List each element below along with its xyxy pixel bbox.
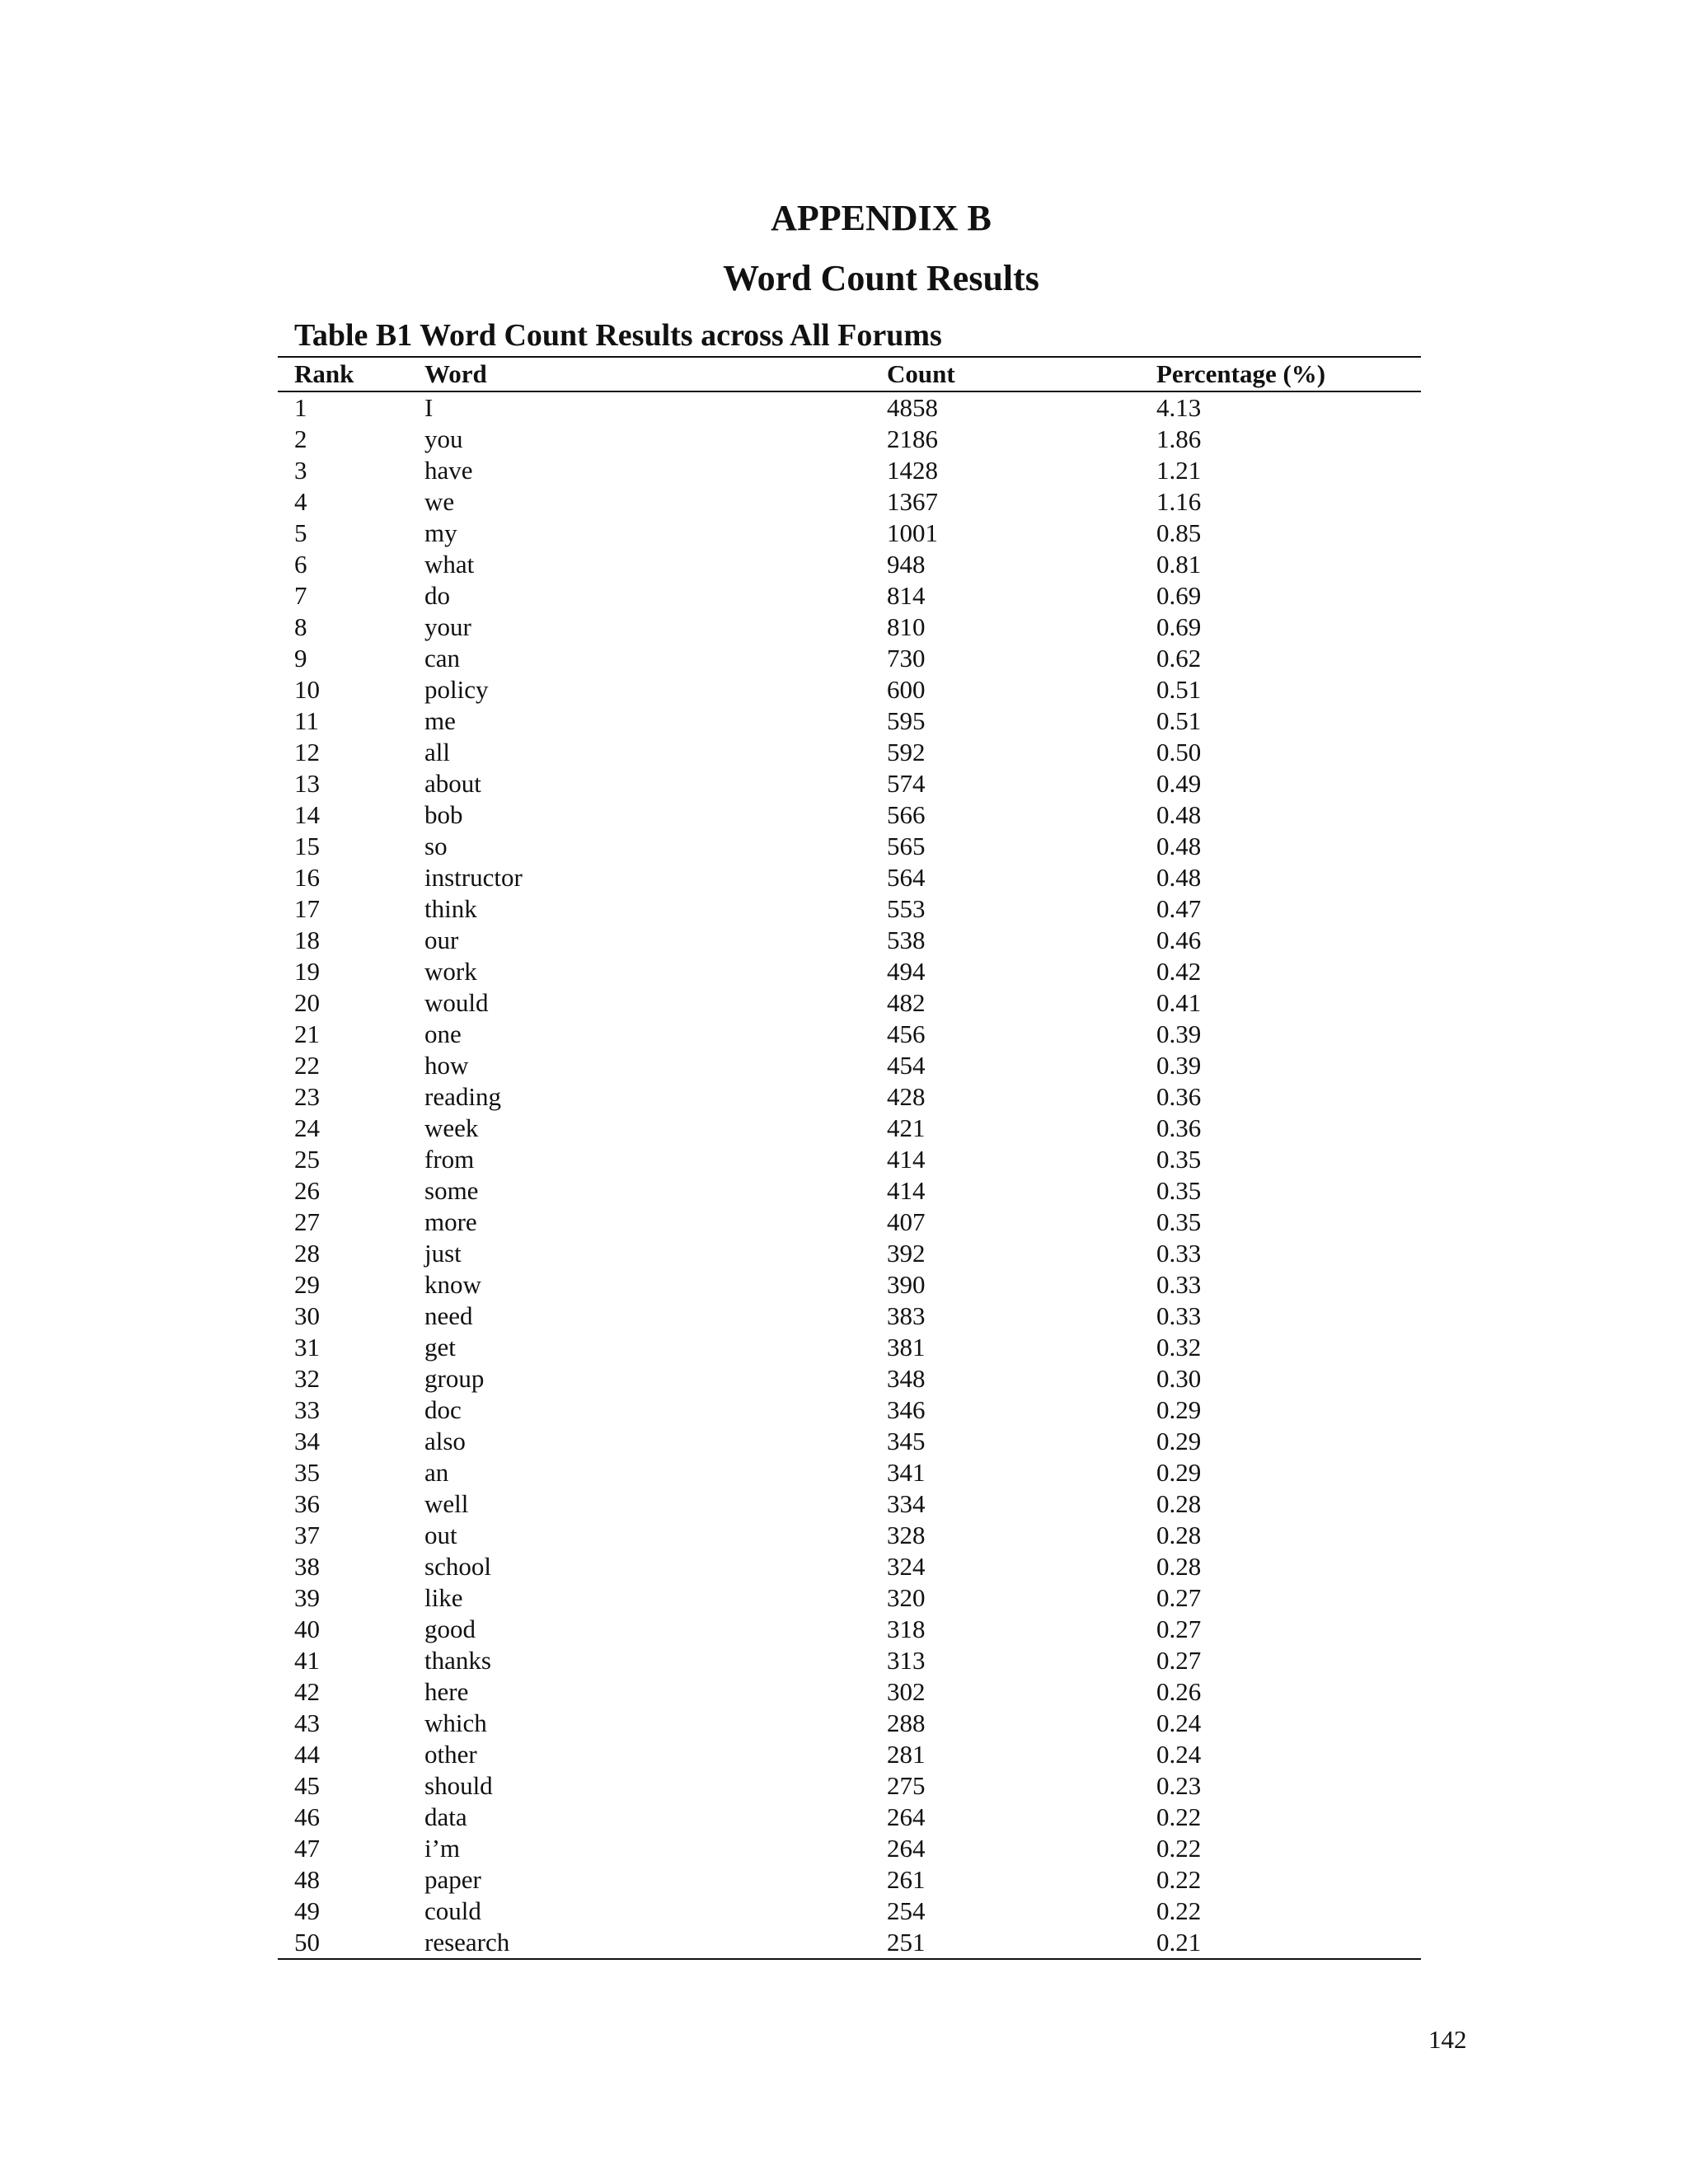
page-number: 142 [1428, 2025, 1467, 2054]
cell-percentage: 0.28 [1156, 1552, 1202, 1581]
cell-count: 320 [887, 1583, 926, 1612]
cell-rank: 28 [294, 1239, 320, 1268]
cell-percentage: 0.35 [1156, 1207, 1202, 1236]
cell-word: an [424, 1458, 449, 1487]
table-row [278, 455, 1421, 486]
cell-rank: 8 [294, 612, 307, 641]
cell-count: 345 [887, 1427, 926, 1455]
table-row [278, 1457, 1421, 1488]
table-row [278, 956, 1421, 987]
cell-rank: 16 [294, 863, 320, 892]
cell-word: can [424, 644, 461, 673]
cell-word: i’m [424, 1834, 461, 1863]
cell-rank: 26 [294, 1176, 320, 1205]
table-row [278, 1113, 1421, 1144]
cell-word: about [424, 769, 481, 798]
table-row [278, 1394, 1421, 1426]
table-row [278, 1896, 1421, 1927]
table-body [278, 391, 1421, 1959]
cell-rank: 5 [294, 518, 307, 547]
header-count: Count [887, 359, 955, 388]
cell-word: also [424, 1427, 466, 1455]
table-row [278, 1833, 1421, 1864]
cell-percentage: 4.13 [1156, 393, 1202, 422]
cell-rank: 17 [294, 894, 320, 923]
table-row [278, 1739, 1421, 1770]
table-row [278, 1770, 1421, 1802]
cell-rank: 44 [294, 1740, 320, 1769]
cell-word: need [424, 1301, 473, 1330]
cell-word: what [424, 550, 475, 579]
cell-percentage: 0.48 [1156, 863, 1202, 892]
cell-percentage: 0.41 [1156, 988, 1202, 1017]
cell-word: know [424, 1270, 481, 1299]
table-row [278, 925, 1421, 956]
cell-percentage: 0.33 [1156, 1301, 1202, 1330]
cell-count: 592 [887, 738, 926, 766]
table-row [278, 612, 1421, 643]
cell-count: 392 [887, 1239, 926, 1268]
cell-percentage: 0.29 [1156, 1427, 1202, 1455]
cell-rank: 50 [294, 1928, 320, 1957]
table-row [278, 391, 1421, 424]
cell-count: 553 [887, 894, 926, 923]
cell-percentage: 0.48 [1156, 800, 1202, 829]
cell-percentage: 0.46 [1156, 926, 1202, 954]
cell-word: would [424, 988, 489, 1017]
cell-count: 407 [887, 1207, 926, 1236]
cell-word: like [424, 1583, 463, 1612]
cell-percentage: 0.39 [1156, 1019, 1202, 1048]
table-row [278, 1207, 1421, 1238]
cell-percentage: 0.42 [1156, 957, 1202, 986]
header-rank: Rank [294, 359, 354, 388]
cell-percentage: 0.69 [1156, 612, 1202, 641]
cell-rank: 47 [294, 1834, 320, 1863]
cell-count: 810 [887, 612, 926, 641]
table-row [278, 1488, 1421, 1520]
cell-word: work [424, 957, 477, 986]
cell-word: more [424, 1207, 477, 1236]
cell-word: reading [424, 1082, 501, 1111]
cell-rank: 1 [294, 393, 307, 422]
cell-rank: 23 [294, 1082, 320, 1111]
cell-rank: 19 [294, 957, 320, 986]
cell-word: thanks [424, 1646, 491, 1675]
cell-count: 334 [887, 1489, 926, 1518]
cell-count: 564 [887, 863, 926, 892]
cell-count: 454 [887, 1051, 926, 1080]
table-row [278, 768, 1421, 799]
header-word: Word [424, 359, 487, 388]
cell-percentage: 0.27 [1156, 1646, 1202, 1675]
cell-word: here [424, 1677, 469, 1706]
cell-word: so [424, 832, 448, 860]
cell-word: data [424, 1802, 467, 1831]
cell-percentage: 0.33 [1156, 1270, 1202, 1299]
cell-count: 264 [887, 1834, 926, 1863]
appendix-title: APPENDIX B [771, 198, 992, 238]
cell-word: think [424, 894, 477, 923]
table-row [278, 1551, 1421, 1582]
cell-count: 600 [887, 675, 926, 704]
cell-rank: 30 [294, 1301, 320, 1330]
cell-word: well [424, 1489, 469, 1518]
table-row [278, 1081, 1421, 1113]
cell-count: 1428 [887, 456, 938, 485]
cell-word: out [424, 1521, 457, 1549]
cell-word: school [424, 1552, 491, 1581]
table-row [278, 799, 1421, 831]
cell-word: other [424, 1740, 477, 1769]
cell-word: just [424, 1239, 462, 1268]
cell-word: which [424, 1708, 487, 1737]
table-row [278, 643, 1421, 674]
cell-word: doc [424, 1395, 462, 1424]
table-row [278, 1238, 1421, 1269]
table-row [278, 1363, 1421, 1394]
cell-percentage: 0.24 [1156, 1708, 1202, 1737]
cell-rank: 45 [294, 1771, 320, 1800]
table-header-row [278, 357, 1421, 391]
table-row [278, 862, 1421, 893]
cell-word: I [424, 393, 434, 422]
cell-rank: 49 [294, 1896, 320, 1925]
cell-count: 381 [887, 1333, 926, 1361]
table-row [278, 1802, 1421, 1833]
table-row [278, 1582, 1421, 1614]
cell-rank: 6 [294, 550, 307, 579]
cell-rank: 31 [294, 1333, 320, 1361]
cell-count: 2186 [887, 424, 938, 453]
cell-count: 414 [887, 1145, 926, 1174]
cell-percentage: 0.33 [1156, 1239, 1202, 1268]
cell-percentage: 0.50 [1156, 738, 1202, 766]
cell-count: 538 [887, 926, 926, 954]
cell-count: 264 [887, 1802, 926, 1831]
cell-rank: 15 [294, 832, 320, 860]
cell-word: some [424, 1176, 479, 1205]
cell-count: 482 [887, 988, 926, 1017]
cell-count: 1367 [887, 487, 938, 516]
cell-percentage: 0.26 [1156, 1677, 1202, 1706]
cell-count: 390 [887, 1270, 926, 1299]
cell-count: 302 [887, 1677, 926, 1706]
cell-percentage: 0.51 [1156, 706, 1202, 735]
cell-word: you [424, 424, 463, 453]
cell-word: all [424, 738, 450, 766]
cell-count: 814 [887, 581, 926, 610]
cell-percentage: 0.29 [1156, 1395, 1202, 1424]
cell-percentage: 0.32 [1156, 1333, 1202, 1361]
table-row [278, 1301, 1421, 1332]
cell-rank: 7 [294, 581, 307, 610]
cell-percentage: 0.49 [1156, 769, 1202, 798]
cell-rank: 39 [294, 1583, 320, 1612]
cell-rank: 13 [294, 769, 320, 798]
table-row [278, 987, 1421, 1019]
cell-word: paper [424, 1865, 481, 1894]
cell-percentage: 0.21 [1156, 1928, 1202, 1957]
table-caption: Table B1 Word Count Results across All Forums [294, 318, 942, 353]
cell-percentage: 0.35 [1156, 1145, 1202, 1174]
table-row [278, 705, 1421, 737]
cell-word: have [424, 456, 473, 485]
cell-word: get [424, 1333, 456, 1361]
cell-word: should [424, 1771, 493, 1800]
cell-rank: 9 [294, 644, 307, 673]
cell-count: 421 [887, 1113, 926, 1142]
cell-rank: 36 [294, 1489, 320, 1518]
header-percentage: Percentage (%) [1156, 359, 1326, 388]
cell-count: 4858 [887, 393, 938, 422]
table-row [278, 1614, 1421, 1645]
table-row [278, 580, 1421, 612]
cell-percentage: 0.48 [1156, 832, 1202, 860]
cell-percentage: 0.39 [1156, 1051, 1202, 1080]
table-row [278, 549, 1421, 580]
cell-count: 328 [887, 1521, 926, 1549]
table-row [278, 1019, 1421, 1050]
cell-rank: 25 [294, 1145, 320, 1174]
cell-count: 346 [887, 1395, 926, 1424]
cell-count: 261 [887, 1865, 926, 1894]
cell-count: 428 [887, 1082, 926, 1111]
cell-percentage: 0.22 [1156, 1896, 1202, 1925]
table-row [278, 424, 1421, 455]
cell-rank: 3 [294, 456, 307, 485]
cell-word: could [424, 1896, 481, 1925]
cell-count: 494 [887, 957, 926, 986]
cell-word: bob [424, 800, 463, 829]
cell-rank: 38 [294, 1552, 320, 1581]
cell-percentage: 1.21 [1156, 456, 1202, 485]
table-row [278, 737, 1421, 768]
cell-rank: 18 [294, 926, 320, 954]
cell-rank: 11 [294, 706, 319, 735]
cell-word: group [424, 1364, 485, 1393]
cell-rank: 46 [294, 1802, 320, 1831]
cell-rank: 27 [294, 1207, 320, 1236]
cell-count: 341 [887, 1458, 926, 1487]
cell-word: week [424, 1113, 479, 1142]
cell-percentage: 0.81 [1156, 550, 1202, 579]
cell-count: 574 [887, 769, 926, 798]
cell-rank: 35 [294, 1458, 320, 1487]
cell-count: 324 [887, 1552, 926, 1581]
cell-percentage: 0.69 [1156, 581, 1202, 610]
table-row [278, 1426, 1421, 1457]
cell-word: instructor [424, 863, 523, 892]
cell-rank: 34 [294, 1427, 320, 1455]
cell-percentage: 0.29 [1156, 1458, 1202, 1487]
cell-word: how [424, 1051, 469, 1080]
cell-rank: 10 [294, 675, 320, 704]
cell-rank: 2 [294, 424, 307, 453]
table-row [278, 1645, 1421, 1676]
cell-word: your [424, 612, 471, 641]
cell-rank: 48 [294, 1865, 320, 1894]
cell-percentage: 0.28 [1156, 1489, 1202, 1518]
cell-count: 318 [887, 1615, 926, 1643]
cell-word: me [424, 706, 456, 735]
cell-percentage: 0.62 [1156, 644, 1202, 673]
cell-percentage: 1.16 [1156, 487, 1202, 516]
table-row [278, 1708, 1421, 1739]
cell-rank: 24 [294, 1113, 320, 1142]
cell-count: 348 [887, 1364, 926, 1393]
cell-word: research [424, 1928, 510, 1957]
table-row [278, 1144, 1421, 1175]
cell-rank: 42 [294, 1677, 320, 1706]
cell-count: 456 [887, 1019, 926, 1048]
cell-count: 288 [887, 1708, 926, 1737]
cell-count: 565 [887, 832, 926, 860]
cell-word: from [424, 1145, 475, 1174]
cell-rank: 40 [294, 1615, 320, 1643]
cell-word: we [424, 487, 455, 516]
cell-percentage: 0.51 [1156, 675, 1202, 704]
cell-percentage: 0.30 [1156, 1364, 1202, 1393]
cell-rank: 21 [294, 1019, 320, 1048]
table-row [278, 1927, 1421, 1959]
cell-word: one [424, 1019, 462, 1048]
cell-percentage: 0.22 [1156, 1865, 1202, 1894]
cell-percentage: 1.86 [1156, 424, 1202, 453]
cell-rank: 22 [294, 1051, 320, 1080]
cell-percentage: 0.85 [1156, 518, 1202, 547]
cell-percentage: 0.24 [1156, 1740, 1202, 1769]
table-row [278, 1676, 1421, 1708]
cell-count: 1001 [887, 518, 938, 547]
table-row [278, 1269, 1421, 1301]
cell-word: good [424, 1615, 476, 1643]
table-row [278, 1864, 1421, 1896]
cell-count: 251 [887, 1928, 926, 1957]
cell-count: 566 [887, 800, 926, 829]
cell-percentage: 0.27 [1156, 1583, 1202, 1612]
cell-count: 383 [887, 1301, 926, 1330]
cell-rank: 14 [294, 800, 320, 829]
cell-word: policy [424, 675, 489, 704]
cell-count: 254 [887, 1896, 926, 1925]
cell-rank: 32 [294, 1364, 320, 1393]
cell-rank: 4 [294, 487, 307, 516]
cell-rank: 43 [294, 1708, 320, 1737]
table-row [278, 486, 1421, 518]
cell-count: 313 [887, 1646, 926, 1675]
cell-word: do [424, 581, 450, 610]
cell-rank: 33 [294, 1395, 320, 1424]
cell-rank: 29 [294, 1270, 320, 1299]
cell-word: my [424, 518, 457, 547]
cell-count: 281 [887, 1740, 926, 1769]
cell-percentage: 0.22 [1156, 1802, 1202, 1831]
cell-percentage: 0.47 [1156, 894, 1202, 923]
cell-count: 730 [887, 644, 926, 673]
table-row [278, 1520, 1421, 1551]
table-row [278, 1175, 1421, 1207]
cell-percentage: 0.35 [1156, 1176, 1202, 1205]
table-row [278, 1332, 1421, 1363]
cell-percentage: 0.22 [1156, 1834, 1202, 1863]
cell-rank: 41 [294, 1646, 320, 1675]
section-title: Word Count Results [723, 258, 1039, 298]
table-row [278, 518, 1421, 549]
cell-word: our [424, 926, 459, 954]
word-count-table [278, 356, 1421, 1960]
cell-percentage: 0.28 [1156, 1521, 1202, 1549]
table-row [278, 831, 1421, 862]
table-row [278, 674, 1421, 705]
cell-percentage: 0.23 [1156, 1771, 1202, 1800]
cell-rank: 12 [294, 738, 320, 766]
cell-rank: 20 [294, 988, 320, 1017]
table-row [278, 1050, 1421, 1081]
cell-count: 948 [887, 550, 926, 579]
cell-percentage: 0.36 [1156, 1082, 1202, 1111]
cell-count: 595 [887, 706, 926, 735]
cell-percentage: 0.36 [1156, 1113, 1202, 1142]
cell-rank: 37 [294, 1521, 320, 1549]
cell-percentage: 0.27 [1156, 1615, 1202, 1643]
cell-count: 275 [887, 1771, 926, 1800]
table-row [278, 893, 1421, 925]
cell-count: 414 [887, 1176, 926, 1205]
